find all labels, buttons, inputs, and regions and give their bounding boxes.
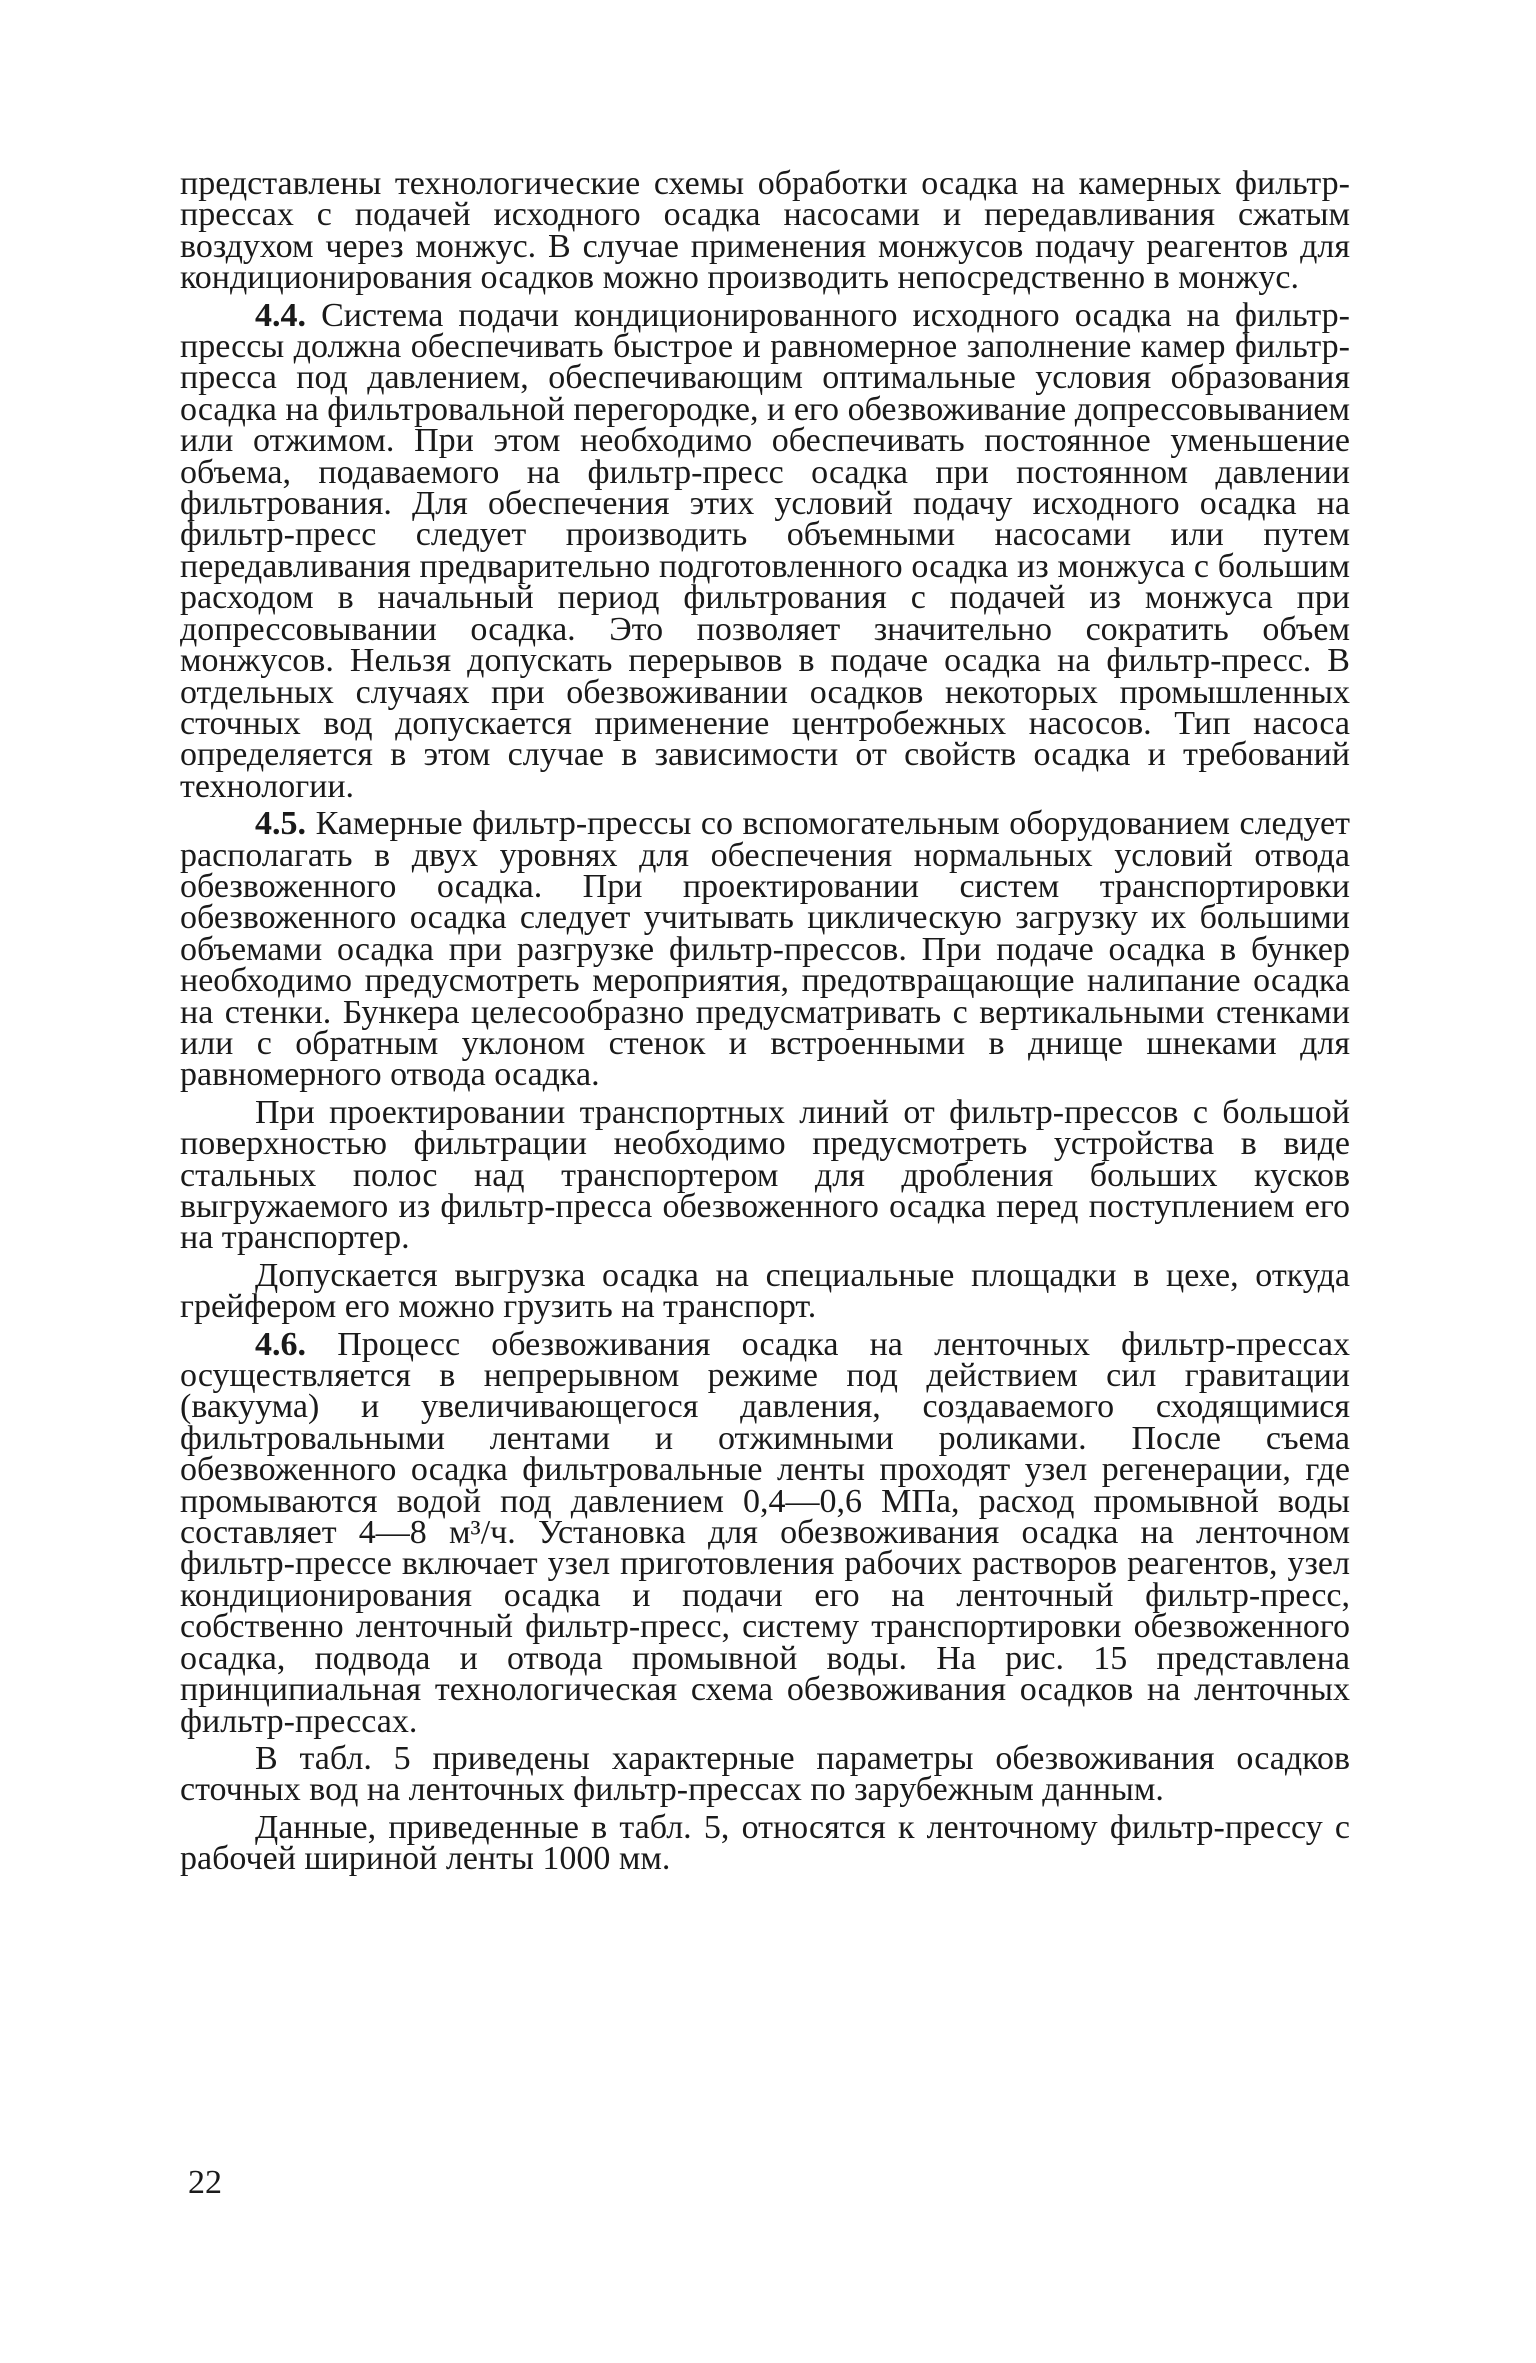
paragraph-transport-lines: [180, 1093, 1350, 1257]
paragraph-4-5: [180, 805, 1350, 1094]
section-number: 4.4.: [255, 296, 306, 334]
page-number: 22: [188, 2164, 222, 2201]
paragraph-4-4: [180, 296, 1350, 805]
paragraph-intro: [180, 165, 1350, 297]
paragraph-text: Процесс обезвоживания осадка на ленточных фильтр-прессах осуществляется в непрерывном режиме под действием сил гравитации (вакуума) и увеличивающегося давления, создаваемого сходящимися фильтровальными лентами и отжимными роликами. После съема обезвоженного осадка фильтровальные ленты проходят узел регенерации, где промываются водой под давлением 0,4—0,6 МПа, расход промывной воды составляет 4—8 м³/ч. Установка для обезвоживания осадка на ленточном фильтр-прессе включает узел приготовления рабочих растворов реагентов, узел кондиционирования осадка и подачи его на ленточный фильтр-пресс, собственно ленточный фильтр-пресс, систему транспортировки обезвоженного осадка, подвода и отвода промывной воды. На рис. 15 представлена принципиальная технологическая схема обезвоживания осадков на ленточных фильтр-прессах.: [180, 1325, 1351, 1740]
paragraph-table-5-ref: [180, 1739, 1350, 1809]
paragraph-text: При проектировании транспортных линий от фильтр-прессов с большой поверхностью фильтрации необходимо предусмотреть устройства в виде стальных полос над транспортером для дробления больших кусков выгружаемого из фильтр-пресса обезвоженного осадка перед поступлением его на транспортер.: [180, 1093, 1350, 1257]
paragraph-text: Система подачи кондиционированного исходного осадка на фильтр-прессы должна обеспечивать быстрое и равномерное заполнение камер фильтр-пресса под давлением, обеспечивающим оптимальные условия образования осадка на фильтровальной перегородке, и его обезвоживание допрессовыванием или отжимом. При этом необходимо обеспечивать постоянное уменьшение объема, подаваемого на фильтр-пресс осадка при постоянном давлении фильтрования. Для обеспечения этих условий подачу исходного осадка на фильтр-пресс следует производить объемными насосами или путем передавливания предварительно подготовленного осадка из монжуса с большим расходом в начальный период фильтрования с подачей из монжуса при допрессовывании осадка. Это позволяет значительно сократить объем монжусов. Нельзя допускать перерывов в подаче осадка на фильтр-пресс. В отдельных случаях при обезвоживании осадков некоторых промышленных сточных вод допускается применение центробежных насосов. Тип насоса определяется в этом случае в зависимости от свойств осадка и требований технологии.: [180, 296, 1350, 805]
paragraph-text: Допускается выгрузка осадка на специальные площадки в цехе, откуда грейфером его можно грузить на транспорт.: [180, 1256, 1350, 1326]
paragraph-text: Камерные фильтр-прессы со вспомогательным оборудованием следует располагать в двух уровнях для обеспечения нормальных условий отвода обезвоженного осадка. При проектировании систем транспортировки обезвоженного осадка следует учитывать циклическую загрузку их большими объемами осадка при разгрузке фильтр-прессов. При подаче осадка в бункер необходимо предусмотреть мероприятия, предотвращающие налипание осадка на стенки. Бункера целесообразно предусматривать с вертикальными стенками или с обратным уклоном стенок и встроенными в днище шнеками для равномерного отвода осадка.: [180, 805, 1350, 1094]
paragraph-unloading: [180, 1256, 1350, 1326]
section-number: 4.6.: [255, 1325, 306, 1363]
paragraph-text: представлены технологические схемы обработки осадка на камерных фильтр-прессах с подачей исходного осадка насосами и передавливания сжатым воздухом через монжус. В случае применения монжусов подачу реагентов для кондиционирования осадков можно производить непосредственно в монжус.: [180, 165, 1350, 297]
paragraph-table-5-note: [180, 1808, 1350, 1878]
section-number: 4.5.: [255, 805, 306, 843]
page-body: [180, 165, 1351, 1881]
paragraph-text: В табл. 5 приведены характерные параметры обезвоживания осадков сточных вод на ленточных фильтр-прессах по зарубежным данным.: [180, 1739, 1350, 1809]
paragraph-4-6: [180, 1325, 1351, 1740]
paragraph-text: Данные, приведенные в табл. 5, относятся к ленточному фильтр-прессу с рабочей шириной ленты 1000 мм.: [180, 1808, 1350, 1878]
